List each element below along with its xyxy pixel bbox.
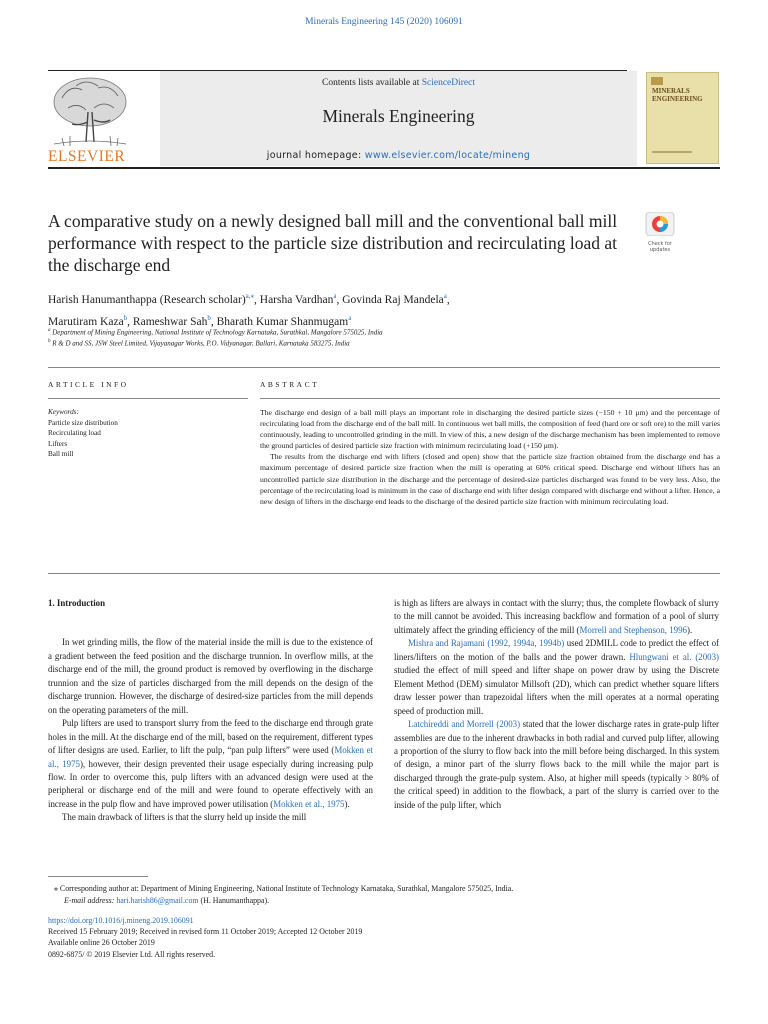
abstract-bottom-rule — [48, 573, 720, 574]
body-right-column — [394, 597, 719, 812]
elsevier-wordmark: ELSEVIER — [48, 148, 126, 165]
journal-reference-link[interactable]: Minerals Engineering 145 (2020) 106091 — [305, 17, 463, 27]
keyword-item: Recirculating load — [48, 429, 101, 437]
body-left-column — [48, 597, 373, 825]
author-affil-mark[interactable]: a — [333, 292, 337, 300]
keyword-item: Particle size distribution — [48, 418, 118, 427]
author-name: Harsha Vardhan — [259, 293, 334, 306]
author-affil-mark[interactable]: a,⁎ — [245, 292, 255, 300]
header-bottom-rule — [48, 167, 720, 169]
cover-logo-icon — [651, 77, 663, 85]
available-online: Available online 26 October 2019 — [48, 938, 155, 948]
abstract-paragraph: The discharge end design of a ball mill plays an important role in discharging the desired particle sizes (−150 + 10 μm) and the percentage of recirculating load from the discharge end of the ball mill. In continuous wet ball mills, the composition of feed (hard ore or soft ore) to the mill varies continuously, leading to uncontrolled grinding in the mill. In view of this, a new design of the discharge mechanism has been implemented to remove the ground particles of desired particle size fraction with minimum recirculating load (+150 μm). — [260, 408, 720, 451]
email-link[interactable]: hari.harish86@gmail.com — [116, 895, 199, 905]
citation-link[interactable]: Mokken et al., 1975 — [48, 745, 373, 769]
abstract-heading: ABSTRACT — [260, 380, 320, 389]
abstract-rule — [260, 398, 720, 399]
citation-link[interactable]: Mokken et al., 1975 — [273, 798, 345, 809]
journal-homepage: journal homepage: www.elsevier.com/locate/mineng — [266, 150, 531, 161]
body-paragraph: The main drawback of lifters is that the slurry held up inside the mill — [62, 812, 307, 823]
author-name: Govinda Raj Mandela — [342, 293, 444, 306]
article-meta — [48, 915, 548, 960]
footnote-rule — [48, 876, 148, 877]
citation-link[interactable]: Morrell and Stephenson, 1996 — [579, 624, 687, 635]
article-title: A comparative study on a newly designed ball mill and the conventional ball mill performance with respect to the particle size distribution and recirculating load at the discharge end — [48, 211, 618, 275]
section-heading-introduction: 1. Introduction — [48, 598, 106, 608]
abstract-text — [260, 407, 720, 507]
keyword-item: Ball mill — [48, 450, 74, 458]
cover-title: MINERALS ENGINEERING — [652, 87, 703, 103]
sciencedirect-link[interactable]: ScienceDirect — [421, 78, 475, 88]
affiliation-a: $^a$ Department of Mining Engineering, National Institute of Technology Karnataka, Surathkal, Mangalore 575025, India — [48, 328, 383, 337]
body-paragraph: is high as lifters are always in contact with the slurry; thus, the complete flowback of slurry to the mill cannot be avoided. This increasing backflow and formation of a pool of slurry ultimately affect the grinding efficiency of the mill (Morrell and Stephenson, 1996). — [394, 598, 719, 635]
affiliation-b: $^b$ R & D and SS, JSW Steel Limited, Vijayanagar Works, P.O. Vidyanagar, Ballari, Karnataka 583275, India — [48, 339, 350, 348]
author-affil-mark[interactable]: b — [207, 313, 211, 322]
author-affil-mark[interactable]: a — [443, 292, 447, 300]
citation-link[interactable]: Mishra and Rajamani (1992, 1994a, 1994b) — [408, 638, 565, 649]
doi-link[interactable]: https://doi.org/10.1016/j.mineng.2019.106091 — [48, 916, 194, 925]
author-list: Harish Hanumanthappa (Research scholar)$^{a,⁎}$, Harsha Vardhan$^a$, Govinda Raj Mandela$^a$, Marutiram Kaza$^b$, Rameshwar Sah$^b$, Bharath Kumar Shanmugam$^a$ — [48, 292, 450, 328]
author-name: Bharath Kumar Shanmugam — [216, 315, 349, 328]
body-paragraph: In wet grinding mills, the flow of the material inside the mill is due to the existence of a gradient between the feed position and the discharge trunnion. In overflow mills, at the discharge end of the mill, the ground product is removed by overflowing in the discharge trunnion and the size of particles discharged from the mill depends on the design of the discharge trunnion. However, the discharge of desired-size particles from the mill depends on the operating parameters of the mill. — [48, 637, 373, 715]
crossmark-icon — [644, 212, 676, 236]
section-rule — [48, 367, 720, 368]
body-paragraph: Mishra and Rajamani (1992, 1994a, 1994b) used 2DMILL code to predict the effect of liners/lifters on the motion of the balls and the power drawn. Hlungwani et al. (2003) studied the effect of mill speed and lifter shape on power draw by using the Discrete Element Method (DEM) simulator Millsoft (2D), which can predict whether square lifters draw lesser power than trapezoidal lifters when the mill operates at a normal operating speed of production mill. — [394, 638, 719, 716]
cover-footer-rule — [652, 151, 692, 153]
author-name: Marutiram Kaza — [48, 315, 124, 328]
journal-name: Minerals Engineering — [322, 106, 475, 126]
citation-link[interactable]: Latchireddi and Morrell (2003) — [408, 719, 521, 730]
author-affil-mark[interactable]: a — [348, 313, 352, 322]
keywords-label: Keywords: — [48, 408, 79, 416]
journal-reference — [0, 17, 768, 27]
citation-link[interactable]: Hlungwani et al. (2003) — [629, 651, 719, 662]
contents-line: Contents lists available at ScienceDirect — [321, 78, 475, 88]
author-name: Rameshwar Sah — [132, 315, 208, 328]
crossmark-label: Check for updates — [648, 241, 672, 253]
corresponding-author-footnote: ⁎ Corresponding author at: Department of Mining Engineering, National Institute of Technology Karnataka, Surathkal, Mangalore 575025, India. E-mail address: hari.harish86@gmail.com (H. Hanumanthappa). — [54, 884, 514, 905]
body-paragraph: Latchireddi and Morrell (2003) stated that the lower discharge rates in grate-pulp lifter assemblies are due to the inherent drawbacks in both radial and curved pulp lifter, allowing a proportion of the slurry to flow back into the mill before being discharged. In this system of design, a minor part of the slurry flows back to the mill while the major part is discharged through the grate-pulp system. Also, at higher mill speeds (typically > 80% of the critical speed) in addition to the flowback, a part of the slurry is carried over to the inside of the pulp lifter, which — [394, 719, 719, 810]
check-for-updates-badge[interactable] — [644, 212, 676, 252]
article-info-heading: ARTICLE INFO — [48, 380, 129, 389]
article-info-rule — [48, 398, 248, 399]
journal-cover-thumbnail[interactable] — [646, 72, 719, 164]
keyword-item: Lifters — [48, 439, 68, 448]
body-paragraph: Pulp lifters are used to transport slurry from the feed to the discharge end through grate holes in the mill. At the discharge end of the mill, based on the requirement, different types of lifter designs are used. Earlier, to lift the pulp, “pan pulp lifters” were used (Mokken et al., 1975), however, their design prevented their usage especially during increasing pulp flow. In order to overcome this, pulp lifters with an advanced design were used at the peripheral or discharge end of the mill and were found to operate effectively with an increase in the pulp flow and have improved power utilisation (Mokken et al., 1975). — [48, 718, 374, 809]
keywords-block — [48, 407, 118, 460]
abstract-paragraph: The results from the discharge end with lifters (closed and open) show that the particle size fraction obtained from the discharge end has a maximum percentage of desired particle size fraction when the mill is operating at 60% critical speed. Discharge end without lifters has an uncontrolled particle size distribution in the discharge and the percentage of desired-size particles discharged was found to be very less. Also, the percentage of the recirculating load is minimum in the case of discharge end with lifter design compared with discharge end without a lifter. Hence, a new design of lifters in the discharge end leads to the discharge of the desired particle size fraction with minimum recirculating load. — [260, 452, 720, 506]
homepage-link[interactable]: www.elsevier.com/locate/mineng — [364, 150, 531, 161]
article-history: Received 15 February 2019; Received in revised form 11 October 2019; Accepted 12 October 2019 — [48, 927, 363, 937]
author-affil-mark[interactable]: b — [123, 313, 128, 322]
author-name: Harish Hanumanthappa (Research scholar) — [48, 293, 246, 306]
copyright: 0892-6875/ © 2019 Elsevier Ltd. All rights reserved. — [48, 949, 216, 959]
